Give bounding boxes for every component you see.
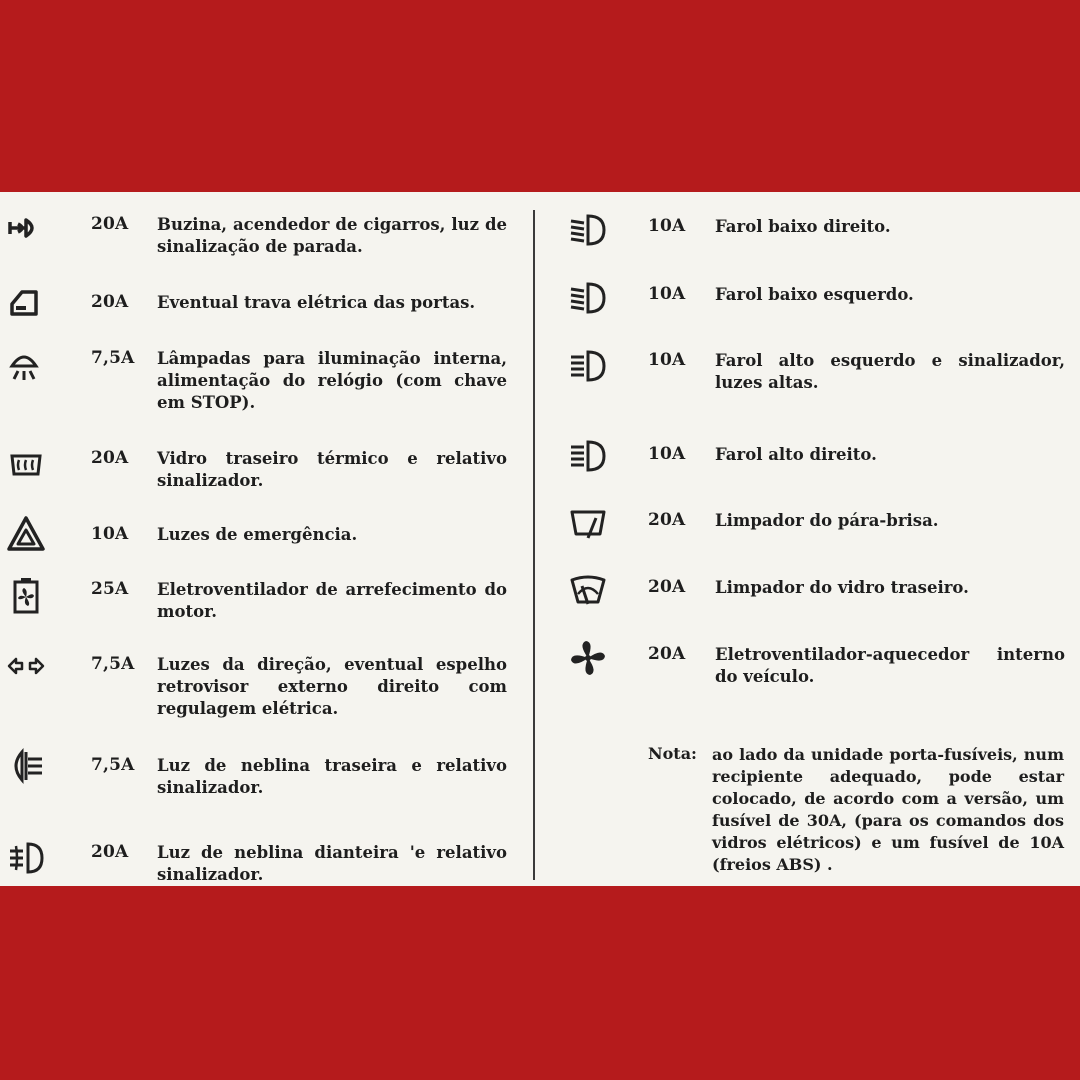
fuse-amp: 20A — [91, 448, 129, 468]
fuse-amp: 20A — [91, 292, 129, 312]
fuse-description: Eletroventilador de arrefecimento do motor. — [157, 580, 507, 621]
note-text: ao lado da unidade porta-fusíveis, num recipiente adequado, pode estar colocado, de acordo com a versão, um fusível de 30A, (para os comandos dos vidros elétricos) e um fusível de 10A (freios ABS) . — [712, 745, 1064, 874]
fuse-amp: 10A — [648, 444, 686, 464]
fuse-description: Luzes da direção, eventual espelho retrovisor externo direito com regulagem elétrica. — [157, 655, 507, 718]
fuse-description: Farol alto esquerdo e sinalizador, luzes altas. — [715, 351, 1065, 392]
fuse-table-sheet — [0, 192, 1080, 886]
fuse-amp: 20A — [648, 644, 686, 664]
fuse-amp: 10A — [648, 216, 686, 236]
hazard-triangle-icon — [4, 512, 48, 556]
radiator-fan-icon — [4, 574, 48, 618]
fuse-description: Lâmpadas para iluminação interna, alimentação do relógio (com chave em STOP). — [157, 349, 507, 412]
rear-wiper-icon — [566, 568, 610, 612]
fuse-amp: 20A — [91, 214, 129, 234]
interior-light-icon — [2, 342, 46, 386]
low-beam-icon — [566, 208, 610, 252]
fuse-amp: 10A — [648, 284, 686, 304]
top-red-band — [0, 0, 1080, 192]
fuse-amp: 20A — [648, 510, 686, 530]
high-beam-icon — [566, 344, 610, 388]
fuse-description: Eletroventilador-aquecedor interno do veículo. — [715, 645, 1065, 686]
fuse-amp: 7,5A — [91, 654, 135, 674]
fuse-description: Limpador do pára-brisa. — [715, 511, 939, 530]
fuse-description: Luz de neblina dianteira 'e relativo sinalizador. — [157, 843, 507, 884]
door-lock-icon — [2, 280, 46, 324]
fuse-description: Farol alto direito. — [715, 445, 877, 464]
fuse-description: Eventual trava elétrica das portas. — [157, 293, 476, 312]
fuse-amp: 10A — [91, 524, 129, 544]
fuse-description: Farol baixo direito. — [715, 217, 891, 236]
rear-defrost-icon — [4, 442, 48, 486]
fuse-description: Farol baixo esquerdo. — [715, 285, 914, 304]
column-divider — [533, 210, 535, 880]
fuse-description: Luz de neblina traseira e relativo sinalizador. — [157, 756, 507, 797]
high-beam-icon — [566, 434, 610, 478]
note-label: Nota: — [648, 744, 697, 763]
heater-fan-icon — [566, 636, 610, 680]
horn-icon — [2, 206, 46, 250]
fuse-amp: 20A — [91, 842, 129, 862]
windshield-wiper-icon — [566, 502, 610, 546]
fuse-amp: 10A — [648, 350, 686, 370]
fuse-amp: 7,5A — [91, 755, 135, 775]
fuse-description: Vidro traseiro térmico e relativo sinalizador. — [157, 449, 507, 490]
fuse-amp: 25A — [91, 579, 129, 599]
fuse-amp: 20A — [648, 577, 686, 597]
front-fog-light-icon — [4, 836, 48, 880]
rear-fog-light-icon — [4, 744, 48, 788]
bottom-red-band — [0, 886, 1080, 1080]
fuse-amp: 7,5A — [91, 348, 135, 368]
fuse-description: Buzina, acendedor de cigarros, luz de sinalização de parada. — [157, 215, 507, 256]
turn-signal-arrows-icon — [4, 644, 48, 688]
fuse-description: Limpador do vidro traseiro. — [715, 578, 969, 597]
low-beam-icon — [566, 276, 610, 320]
fuse-description: Luzes de emergência. — [157, 525, 358, 544]
